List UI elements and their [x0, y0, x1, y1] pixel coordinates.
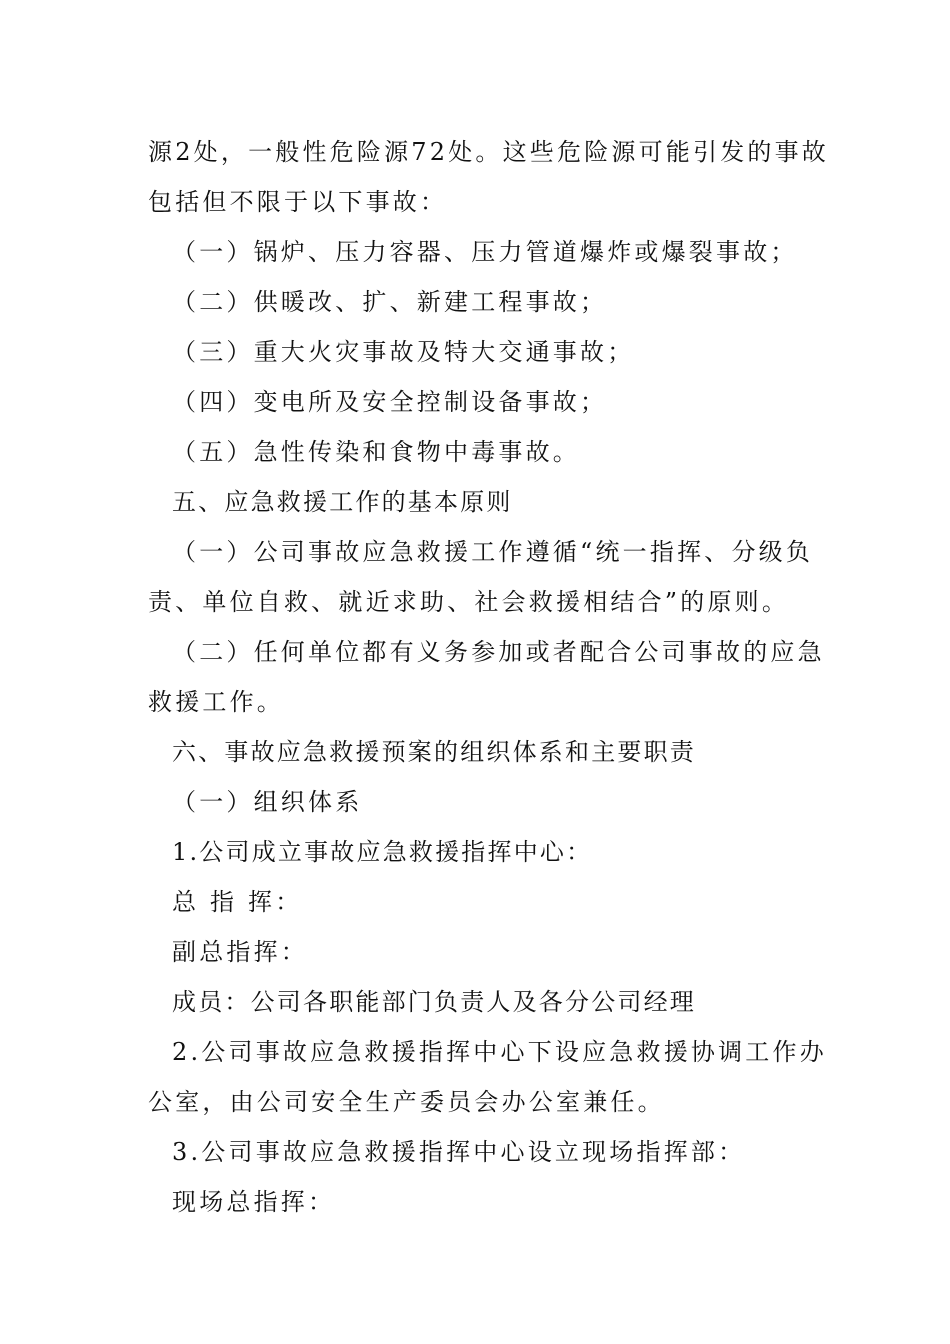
members-line: 成员：公司各职能部门负责人及各分公司经理: [172, 988, 696, 1016]
section-heading-organization: 六、事故应急救援预案的组织体系和主要职责: [172, 738, 696, 766]
list-item-substation-accident: （四）变电所及安全控制设备事故；: [172, 388, 608, 416]
list-item-infection-poisoning: （五）急性传染和食物中毒事故。: [172, 438, 580, 466]
list-item-fire-traffic-accident: （三）重大火灾事故及特大交通事故；: [172, 338, 635, 366]
numbered-item-2-continued: 公室，由公司安全生产委员会办公室兼任。: [148, 1088, 665, 1116]
body-text-line: 源2处，一般性危险源72处。这些危险源可能引发的事故: [148, 138, 830, 166]
subheading-organization-system: （一）组织体系: [172, 788, 363, 816]
chief-commander-label: 总 指 挥：: [172, 888, 303, 916]
section-heading-principles: 五、应急救援工作的基本原则: [172, 488, 513, 516]
deputy-commander-label: 副总指挥：: [172, 938, 308, 966]
principle-item-1: （一）公司事故应急救援工作遵循“统一指挥、分级负: [172, 538, 814, 566]
body-text-line: 包括但不限于以下事故：: [148, 188, 448, 216]
principle-item-1-continued: 责、单位自救、就近求助、社会救援相结合”的原则。: [148, 588, 790, 616]
numbered-item-1: 1.公司成立事故应急救援指挥中心：: [172, 838, 593, 866]
site-commander-label: 现场总指挥：: [172, 1188, 336, 1216]
numbered-item-2: 2.公司事故应急救援指挥中心下设应急救援协调工作办: [172, 1038, 827, 1066]
list-item-construction-accident: （二）供暖改、扩、新建工程事故；: [172, 288, 608, 316]
numbered-item-3: 3.公司事故应急救援指挥中心设立现场指挥部：: [172, 1138, 746, 1166]
principle-item-2-continued: 救援工作。: [148, 688, 284, 716]
principle-item-2: （二）任何单位都有义务参加或者配合公司事故的应急: [172, 638, 825, 666]
list-item-boiler-accident: （一）锅炉、压力容器、压力管道爆炸或爆裂事故；: [172, 238, 798, 266]
